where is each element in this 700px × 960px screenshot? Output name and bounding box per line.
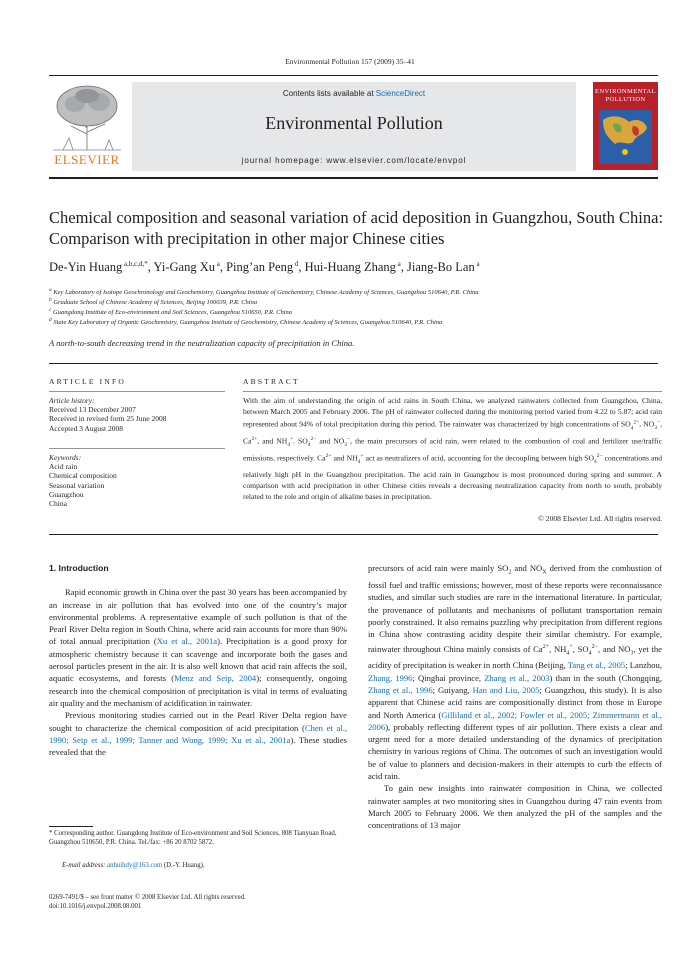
author[interactable]: Ping’an Peng bbox=[226, 260, 294, 275]
article-title: Chemical composition and seasonal variation of acid deposition in Guangzhou, South China: Comparison with precipitation in other major Chinese cities bbox=[49, 208, 664, 248]
article-info-rule bbox=[49, 391, 225, 392]
abstract-rule bbox=[243, 391, 662, 392]
citation-link[interactable]: Zhang et al., 1996 bbox=[368, 684, 433, 695]
highlight-statement: A north-to-south decreasing trend in the neutralization capacity of precipitation in China. bbox=[49, 338, 355, 348]
affiliation: $^b$ Graduate School of Chinese Academy of Sciences, Beijing 100039, P.R. China bbox=[49, 297, 258, 307]
section-divider bbox=[49, 363, 658, 364]
author-affiliation-marks: d bbox=[293, 260, 299, 268]
paragraph: Previous monitoring studies carried out in the Pearl River Delta region have sought to characterize the chemical composition of acid precipitation (Chen et al., 1990; Seip et al., 1999; Tanner and Wong, 1999; Xu et al., 2001a). These studies revealed that the bbox=[49, 710, 348, 758]
citation-link[interactable]: Zhang, 1996 bbox=[368, 672, 413, 683]
second-column bbox=[368, 562, 662, 832]
citation-link[interactable]: Menz and Seip, 2004 bbox=[174, 673, 257, 684]
author-affiliation-marks: a,b,c,d, bbox=[122, 260, 145, 268]
header-bottom-rule bbox=[49, 177, 658, 179]
author-affiliation-marks: a bbox=[474, 260, 480, 268]
paragraph: Rapid economic growth in China over the past 30 years has been accompanied by an increase in air pollution that has evolved into one of the country’s major environmental problems. A representative example of such pollution is that of the Pearl River Delta region in South China, where acid rain accounts for more than 90% of total annual precipitation (Xu et al., 2001a). Precipitation is a good proxy for atmospheric chemistry because it can scavenge and incorporate both the gases and aerosol particles present in the air. It is also well known that acid rain affects the soil, aquatic ecosystems, and forests (Menz and Seip, 2004); consequently, ongoing research into the chemical composition of precipitation is vital in terms of evaluating air quality and the mechanism of acidification in rainwater. bbox=[49, 587, 347, 708]
citation-link[interactable]: Gilliland et al., 2002; Fowler et al., 2005; Zimmermann et al., 2006 bbox=[368, 709, 662, 732]
keyword: Guangzhou bbox=[49, 489, 84, 499]
elsevier-wordmark: ELSEVIER bbox=[54, 152, 120, 167]
author[interactable]: Jiang-Bo Lan bbox=[407, 260, 475, 275]
author[interactable]: De-Yin Huang bbox=[49, 260, 123, 275]
abstract-heading: ABSTRACT bbox=[243, 377, 300, 386]
keyword: China bbox=[49, 499, 67, 509]
author-list: De-Yin Huang $^{a,b,c,d,*}$, Yi-Gang Xu $^a$, Ping’an Peng $^d$, Hui-Huang Zhang $^a$, Jiang-Bo Lan $^a$ bbox=[49, 260, 480, 275]
citation-link[interactable]: Tang et al., 2005 bbox=[567, 660, 626, 671]
email-link[interactable]: anhuihdy@163.com bbox=[107, 862, 163, 869]
keyword: Chemical composition bbox=[49, 471, 117, 481]
introduction-column bbox=[49, 562, 347, 758]
top-divider bbox=[49, 75, 658, 76]
citation-link[interactable]: Chen et al., 1990; Seip et al., 1999; Tanner and Wong, 1999; Xu et al., 2001a bbox=[49, 722, 348, 745]
contents-availability: Contents lists available at ScienceDirect bbox=[282, 89, 426, 98]
affiliation: $^d$ State Key Laboratory of Organic Geochemistry, Guangzhou Institute of Geochemistry, Chinese Academy of Sciences, Guangzhou 510640, P.R. China bbox=[49, 317, 443, 327]
journal-homepage[interactable]: journal homepage: www.elsevier.com/locate/envpol bbox=[241, 156, 467, 165]
paragraph: precursors of acid rain were mainly $SO_2$ and $NO_X$ derived from the combustion of fossil fuel and traffic emissions; however, most of these reports were reconnaissance studies, and similar such studies are rare in the international literature. In particular, the provenance of pollutants and mechanisms of pollutant transportation remain poorly constrained. It also remains puzzling why precipitation from different regions in China show contrasting acidity despite their similar chemistry. For example, rainwater throughout China mainly consists of $Ca^{2+}$, $NH_4^+$, $SO_4^{2-}$, and $NO_3$, yet the acidity of precipitation is weaker in north China (Beijing, Tang et al., 2005; Lanzhou, Zhang, 1996; Qinghai province, Zhang et al., 2003) than in the south (Chongqing, Zhang et al., 1996; Guiyang, Han and Liu, 2005; Guangzhou, this study). It is also apparent that Chinese acid rains are compositionally distinct from those in Europe and North America (Gilliland et al., 2002; Fowler et al., 2005; Zimmermann et al., 2006), probably reflecting different types of air pollution. There exists a clear and urgent need for a more detailed understanding of the dynamics of precipitation chemistry in various regions of China. The outcomes of such an investigation would be of value to planners and decision-makers in their attempts to curb the effects of acid rain. bbox=[368, 563, 662, 782]
journal-cover-thumbnail: ENVIRONMENTAL POLLUTION bbox=[593, 82, 658, 170]
author[interactable]: Yi-Gang Xu bbox=[153, 260, 215, 275]
front-matter: 0269-7491/$ – see front matter © 2008 Elsevier Ltd. All rights reserved. doi:10.1016/j.envpol.2008.08.001 bbox=[49, 894, 246, 911]
keywords-rule bbox=[49, 448, 225, 449]
citation-link[interactable]: Xu et al., 2001a bbox=[156, 636, 218, 647]
copyright-notice: © 2008 Elsevier Ltd. All rights reserved. bbox=[538, 514, 662, 523]
affiliation: $^c$ Guangdong Institute of Eco-environment and Soil Sciences, Guangzhou 510650, P.R. China bbox=[49, 307, 293, 317]
section-divider bbox=[49, 534, 658, 535]
section-heading-introduction: 1. Introduction bbox=[49, 563, 109, 573]
corresponding-footnote: * Corresponding author. Guangdong Institute of Eco-environment and Soil Sciences, 808 Tianyuan Road, Guangzhou 510650, P.R. China. Tel./fax: +86 20 8702 5872. bbox=[49, 830, 337, 846]
doi[interactable]: doi:10.1016/j.envpol.2008.08.001 bbox=[49, 903, 142, 911]
email-footnote: E-mail address: anhuihdy@163.com (D.-Y. Huang). bbox=[62, 862, 205, 869]
abstract-text: With the aim of understanding the origin of acid rains in South China, we analyzed rainwaters collected from Guangzhou, China, between March 2005 and February 2006. The pH of rainwater collected during the monitoring period varied from 4.22 to 5.87; acid rain represented about 94% of total precipitation during this period. The rainwater was characterized by high concentrations of $SO_4^{2-}$, $NO_3^-$, $Ca^{2+}$, and $NH_4^+$. $SO_4^{2-}$ and $NO_3^-$, the main precursors of acid rain, were related to the combustion of coal and fertilizer use/traffic emissions, respectively. $Ca^{2+}$ and $NH_4^+$ act as neutralizers of acid, accounting for the decoupling between high $SO_4^{2-}$ concentrations and relatively high pH in the Guangzhou precipitation. The acid rain in Guangzhou is most pronounced during spring and summer. A comparison with acid precipitation in other Chinese cities reveals a decreasing neutralization capacity from north to south, probably related to the role and origin of alkaline bases in precipitation. bbox=[243, 396, 663, 501]
author-affiliation-marks: a bbox=[214, 260, 220, 268]
footnote-rule bbox=[49, 826, 93, 827]
article-info-heading: ARTICLE INFO bbox=[49, 377, 126, 386]
citation-link[interactable]: Zhang et al., 2003 bbox=[484, 672, 550, 683]
citation-link[interactable]: Han and Liu, 2005 bbox=[472, 684, 540, 695]
paragraph: To gain new insights into rainwater composition in China, we collected rainwater samples at two monitoring sites in Guangzhou during 47 rain events from March 2005 to February 2006. We then analyzed the pH of the samples and the concentrations of 13 major bbox=[368, 783, 662, 831]
sciencedirect-link[interactable]: ScienceDirect bbox=[375, 89, 426, 98]
journal-reference: Environmental Pollution 157 (2009) 35–41 bbox=[285, 57, 415, 66]
corresponding-mark[interactable]: * bbox=[144, 260, 148, 268]
author[interactable]: Hui-Huang Zhang bbox=[304, 260, 396, 275]
author-affiliation-marks: a bbox=[395, 260, 401, 268]
article-history: Article history: Received 13 December 2007 Received in revised form 25 June 2008 Accepted 3 August 2008 bbox=[49, 396, 167, 433]
affiliation: $^a$ Key Laboratory of Isotope Geochronology and Geochemistry, Guangzhou Institute of Geochemistry, Chinese Academy of Sciences, Guangzhou 510640, P.R. China bbox=[49, 287, 479, 297]
keywords-list: Keywords: Acid rain Chemical composition Seasonal variation Guangzhou China bbox=[49, 453, 117, 509]
keyword: Acid rain bbox=[49, 462, 78, 472]
keyword: Seasonal variation bbox=[49, 480, 105, 490]
journal-name: Environmental Pollution bbox=[265, 113, 443, 133]
